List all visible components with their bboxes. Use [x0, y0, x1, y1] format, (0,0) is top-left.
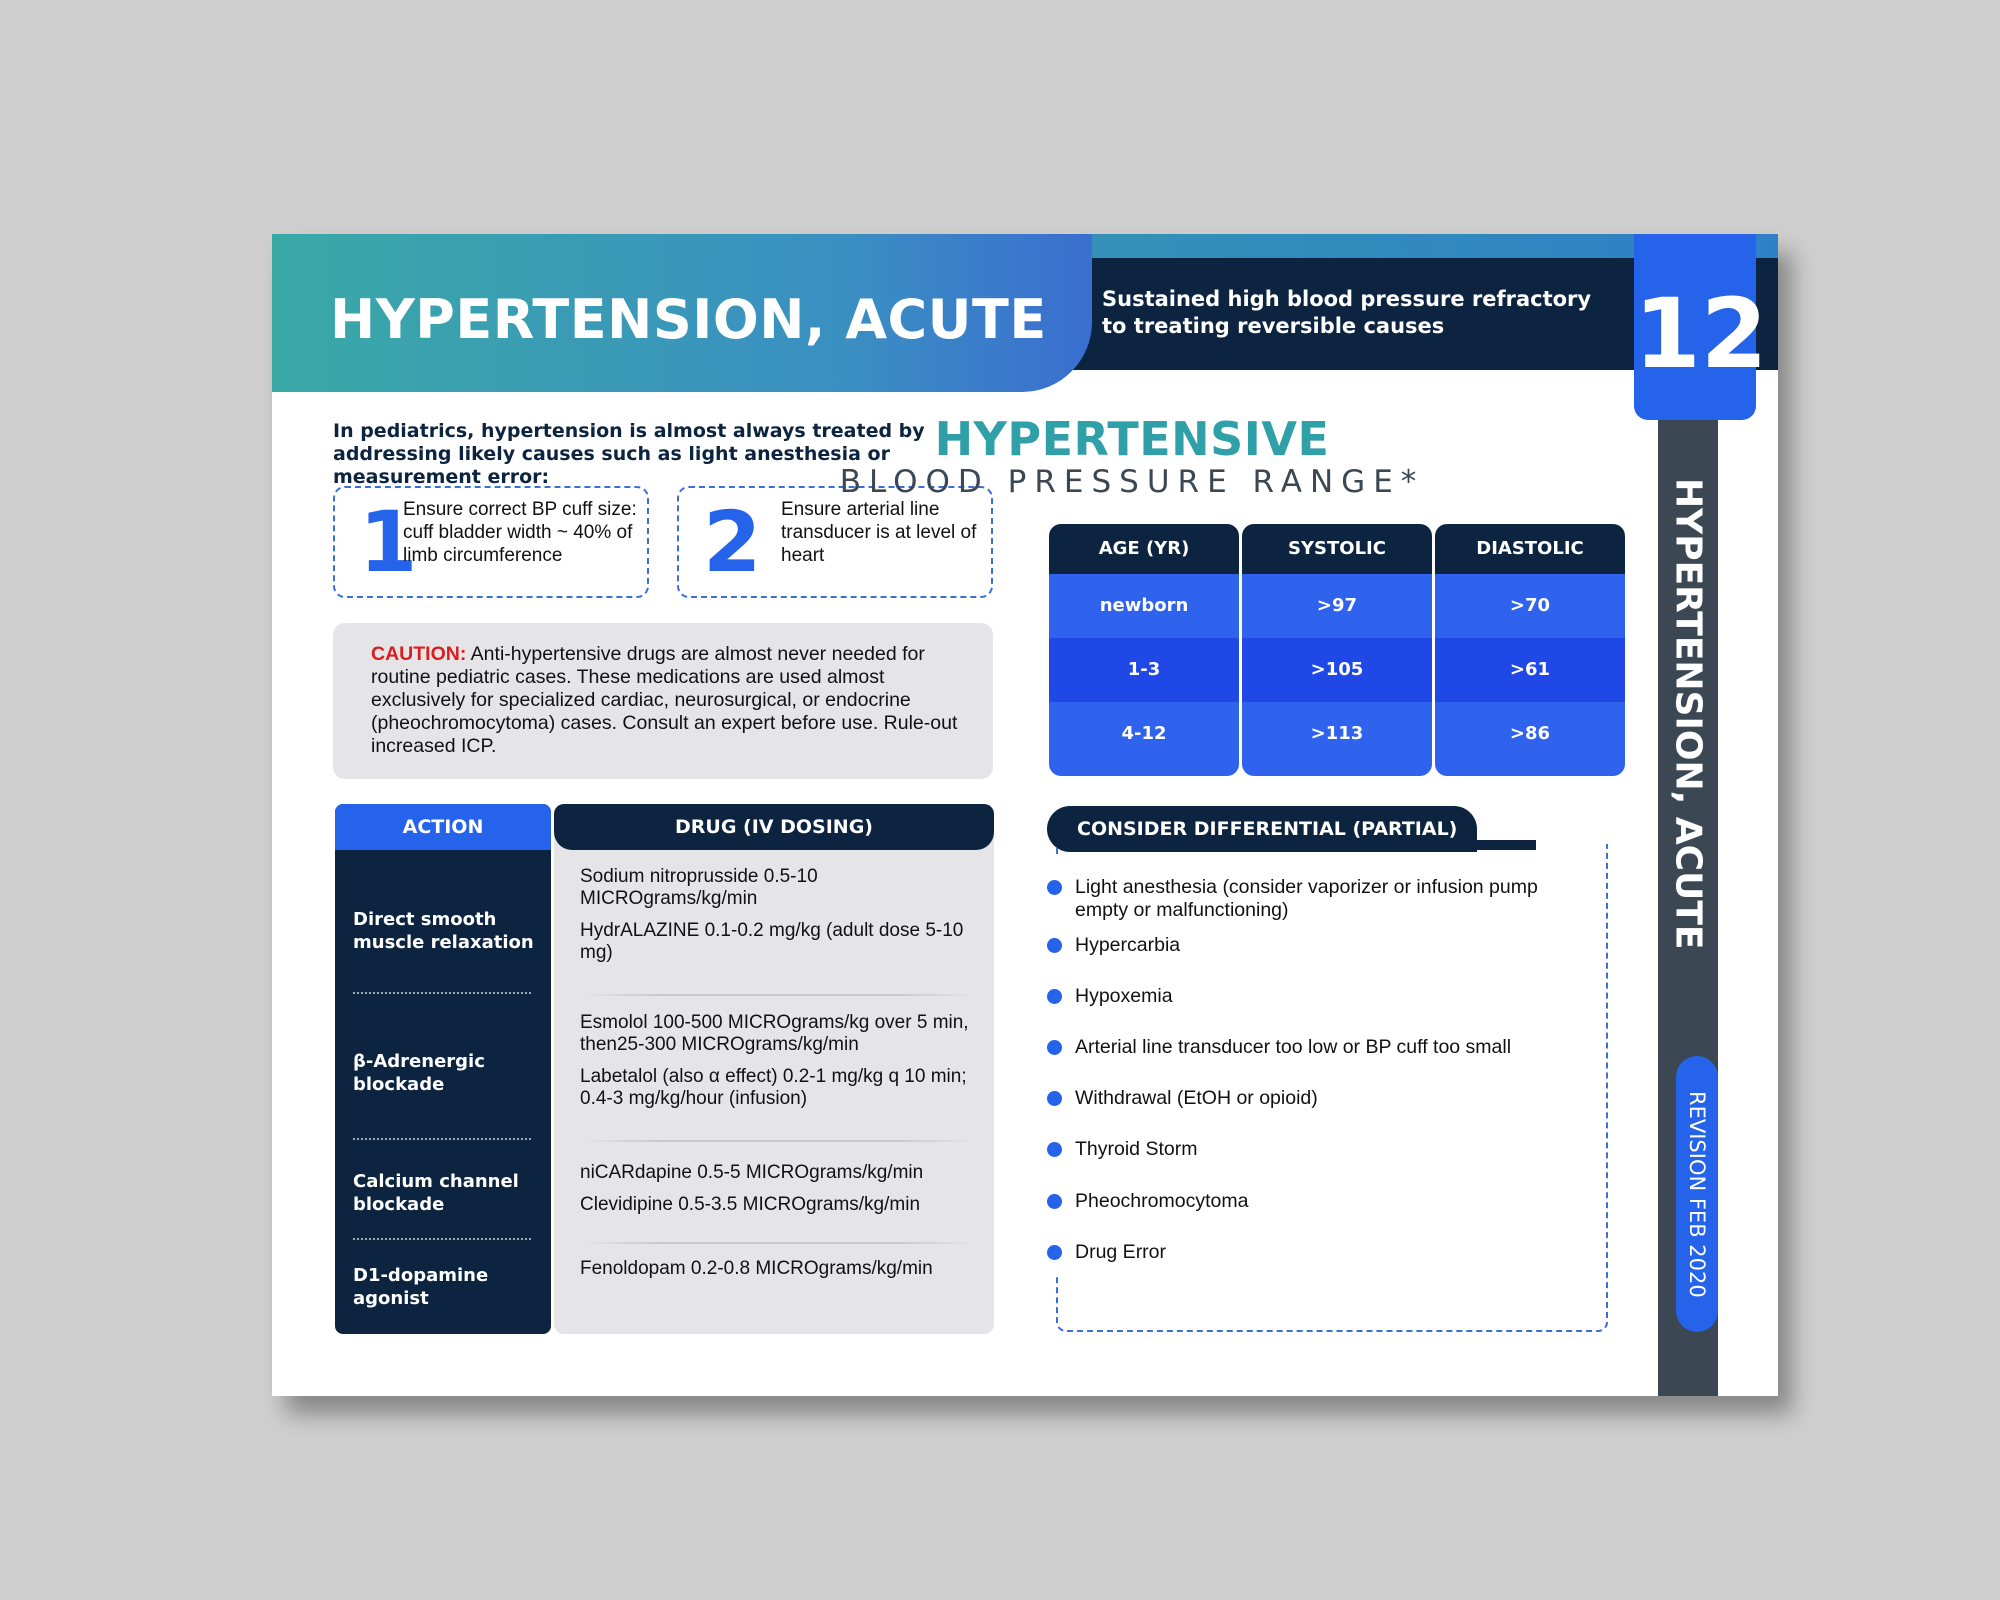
bullet-icon	[1047, 1245, 1062, 1260]
drug-cell: HydrALAZINE 0.1-0.2 mg/kg (adult dose 5-10 mg)	[580, 920, 964, 963]
differential-text: Withdrawal (EtOH or opioid)	[1075, 1087, 1318, 1109]
bp-column-age	[1049, 524, 1239, 776]
differential-header: CONSIDER DIFFERENTIAL (PARTIAL)	[1047, 806, 1477, 852]
step-text: Ensure arterial line transducer is at level of heart	[781, 499, 977, 566]
bp-cell: newborn	[1049, 574, 1239, 638]
action-cell: D1-dopamine agonist	[353, 1265, 489, 1309]
row-divider	[580, 1242, 976, 1244]
step-number: 1	[359, 493, 418, 591]
page-number: 12	[1634, 278, 1768, 390]
differential-item	[1047, 1241, 1587, 1264]
step-text: Ensure correct BP cuff size: cuff bladder width ~ 40% of limb circumference	[403, 499, 637, 566]
drug-header: DRUG (IV DOSING)	[554, 804, 994, 850]
row-divider	[353, 1138, 531, 1140]
bullet-icon	[1047, 1091, 1062, 1106]
bp-cell: >105	[1242, 638, 1432, 702]
step-card-1	[333, 486, 649, 598]
page-title: HYPERTENSION, ACUTE	[330, 288, 1047, 351]
differential-item	[1047, 985, 1587, 1008]
revision-text: REVISION FEB 2020	[1685, 1090, 1709, 1298]
differential-item	[1047, 1036, 1587, 1059]
page-number-tab	[1634, 234, 1768, 420]
row-divider	[353, 1238, 531, 1240]
differential-text: Drug Error	[1075, 1241, 1167, 1263]
drug-cell: niCARdapine 0.5-5 MICROgrams/kg/min	[580, 1162, 924, 1183]
bullet-icon	[1047, 1040, 1062, 1055]
bp-header: SYSTOLIC	[1242, 524, 1432, 574]
differential-text: Hypercarbia	[1075, 934, 1181, 956]
bp-cell: 1-3	[1049, 638, 1239, 702]
bp-cell: >61	[1435, 638, 1625, 702]
action-cell: Calcium channel blockade	[353, 1171, 519, 1215]
action-column	[335, 804, 551, 1334]
drug-cell: Sodium nitroprusside 0.5-10 MICROgrams/kg/min	[580, 866, 818, 909]
intro-text: In pediatrics, hypertension is almost always treated by addressing likely causes such as light anesthesia or measurement error:	[333, 420, 925, 488]
row-divider	[580, 994, 976, 996]
action-header: ACTION	[335, 804, 551, 850]
drug-column	[554, 804, 994, 1334]
bp-title: HYPERTENSIVE	[934, 412, 1330, 466]
bullet-icon	[1047, 938, 1062, 953]
bp-cell: >86	[1435, 702, 1625, 776]
bp-cell: >97	[1242, 574, 1432, 638]
differential-text: Light anesthesia (consider vaporizer or infusion pump empty or malfunctioning)	[1075, 876, 1538, 921]
drug-cell: Esmolol 100-500 MICROgrams/kg over 5 min, then25-300 MICROgrams/kg/min	[580, 1012, 969, 1055]
drug-cell: Labetalol (also α effect) 0.2-1 mg/kg q 10 min; 0.4-3 mg/kg/hour (infusion)	[580, 1066, 967, 1109]
reference-card	[272, 234, 1778, 1396]
bp-column-diastolic	[1435, 524, 1625, 776]
bp-header: AGE (YR)	[1049, 524, 1239, 574]
differential-item	[1047, 934, 1587, 957]
differential-text: Pheochromocytoma	[1075, 1190, 1249, 1212]
page-subtitle: Sustained high blood pressure refractory to treating reversible causes	[1102, 287, 1592, 338]
row-divider	[580, 1140, 976, 1142]
row-divider	[353, 992, 531, 994]
bullet-icon	[1047, 1194, 1062, 1209]
differential-item	[1047, 1190, 1587, 1213]
step-number: 2	[703, 493, 762, 591]
action-cell: Direct smooth muscle relaxation	[353, 909, 534, 953]
bullet-icon	[1047, 1142, 1062, 1157]
differential-text: Arterial line transducer too low or BP cuff too small	[1075, 1036, 1512, 1058]
bp-header: DIASTOLIC	[1435, 524, 1625, 574]
differential-text: Hypoxemia	[1075, 985, 1173, 1007]
bullet-icon	[1047, 989, 1062, 1004]
drug-cell: Fenoldopam 0.2-0.8 MICROgrams/kg/min	[580, 1258, 933, 1279]
drug-cell: Clevidipine 0.5-3.5 MICROgrams/kg/min	[580, 1194, 921, 1215]
step-card-2	[677, 486, 993, 598]
bp-cell: >70	[1435, 574, 1625, 638]
differential-item	[1047, 1138, 1587, 1161]
action-cell: β-Adrenergic blockade	[353, 1051, 485, 1095]
bullet-icon	[1047, 880, 1062, 895]
revision-badge	[1676, 1056, 1718, 1332]
caution-text	[371, 643, 971, 758]
differential-item	[1047, 1087, 1587, 1110]
caution-label: CAUTION:	[371, 643, 467, 665]
bp-column-systolic	[1242, 524, 1432, 776]
caution-body: Anti-hypertensive drugs are almost never needed for routine pediatric cases. These medications are used almost exclusively for specialized cardiac, neurosurgical, or endocrine (pheochromocytoma) cases. Consult an expert before use. Rule-out increased ICP.	[371, 643, 958, 757]
bp-cell: >113	[1242, 702, 1432, 776]
differential-item	[1047, 876, 1587, 922]
side-title: HYPERTENSION, ACUTE	[1667, 478, 1709, 950]
bp-cell: 4-12	[1049, 702, 1239, 776]
differential-text: Thyroid Storm	[1075, 1138, 1198, 1160]
caution-box	[333, 623, 993, 779]
bp-subtitle: BLOOD PRESSURE RANGE*	[839, 464, 1425, 500]
